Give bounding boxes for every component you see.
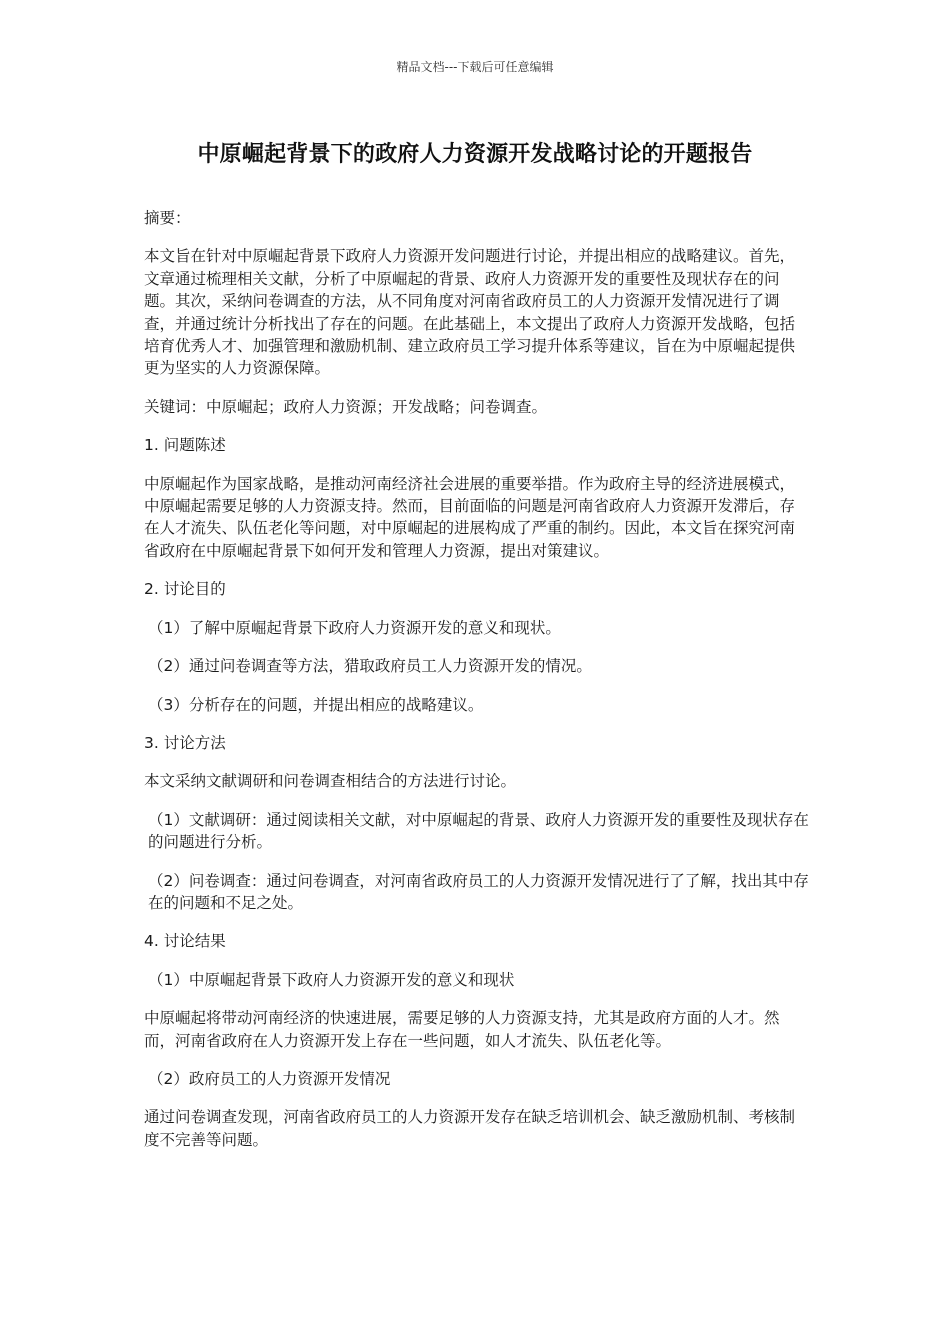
result-paragraph-1: 中原崛起将带动河南经济的快速进展，需要足够的人力资源支持，尤其是政府方面的人才。然而，河南省政府在人力资源开发上存在一些问题，如人才流失、队伍老化等。: [144, 1009, 780, 1050]
problem-statement-paragraph: 中原崛起作为国家战略，是推动河南经济社会进展的重要举措。作为政府主导的经济进展模式，中原崛起需要足够的人力资源支持。然而，目前面临的问题是河南省政府人力资源开发滞后，存在人才流失、队伍老化等问题，对中原崛起的进展构成了严重的制约。因此，本文旨在探究河南省政府在中原崛起背景下如何开发和管理人力资源，提出对策建议。: [144, 474, 796, 560]
section-heading-4: 4. 讨论结果: [144, 932, 226, 951]
objective-item-1: （1）了解中原崛起背景下政府人力资源开发的意义和现状。: [148, 618, 561, 637]
section-heading-1: 1. 问题陈述: [144, 436, 226, 455]
result-subheading-1: （1）中原崛起背景下政府人力资源开发的意义和现状: [148, 970, 515, 989]
result-paragraph-2: 通过问卷调查发现，河南省政府员工的人力资源开发存在缺乏培训机会、缺乏激励机制、考核制度不完善等问题。: [144, 1108, 796, 1149]
section-heading-3: 3. 讨论方法: [144, 733, 226, 752]
method-intro-paragraph: 本文采纳文献调研和问卷调查相结合的方法进行讨论。: [144, 772, 517, 791]
result-subheading-2: （2）政府员工的人力资源开发情况: [148, 1069, 391, 1088]
keywords: 关键词：中原崛起；政府人力资源；开发战略；问卷调查。: [144, 397, 548, 416]
method-item-1: （1）文献调研：通过阅读相关文献，对中原崛起的背景、政府人力资源开发的重要性及现状存在的问题进行分析。: [148, 810, 809, 852]
section-heading-2: 2. 讨论目的: [144, 580, 226, 599]
document-title: 中原崛起背景下的政府人力资源开发战略讨论的开题报告: [197, 142, 753, 167]
page-header: 精品文档---下载后可任意编辑: [396, 60, 554, 74]
method-item-2: （2）问卷调查：通过问卷调查，对河南省政府员工的人力资源开发情况进行了了解，找出其中存在的问题和不足之处。: [148, 871, 809, 912]
abstract-heading: 摘要：: [144, 209, 191, 227]
document-body: [144, 207, 809, 1167]
objective-item-3: （3）分析存在的问题，并提出相应的战略建议。: [148, 695, 484, 714]
objective-item-2: （2）通过问卷调查等方法，猎取政府员工人力资源开发的情况。: [148, 657, 592, 676]
abstract-paragraph: 本文旨在针对中原崛起背景下政府人力资源开发问题进行讨论，并提出相应的战略建议。首先，文章通过梳理相关文献，分析了中原崛起的背景、政府人力资源开发的重要性及现状存在的问题。其次，采纳问卷调查的方法，从不同角度对河南省政府员工的人力资源开发情况进行了调查，并通过统计分析找出了存在的问题。在此基础上，本文提出了政府人力资源开发战略，包括培育优秀人才、加强管理和激励机制、建立政府员工学习提升体系等建议，旨在为中原崛起提供更为坚实的人力资源保障。: [144, 247, 796, 378]
